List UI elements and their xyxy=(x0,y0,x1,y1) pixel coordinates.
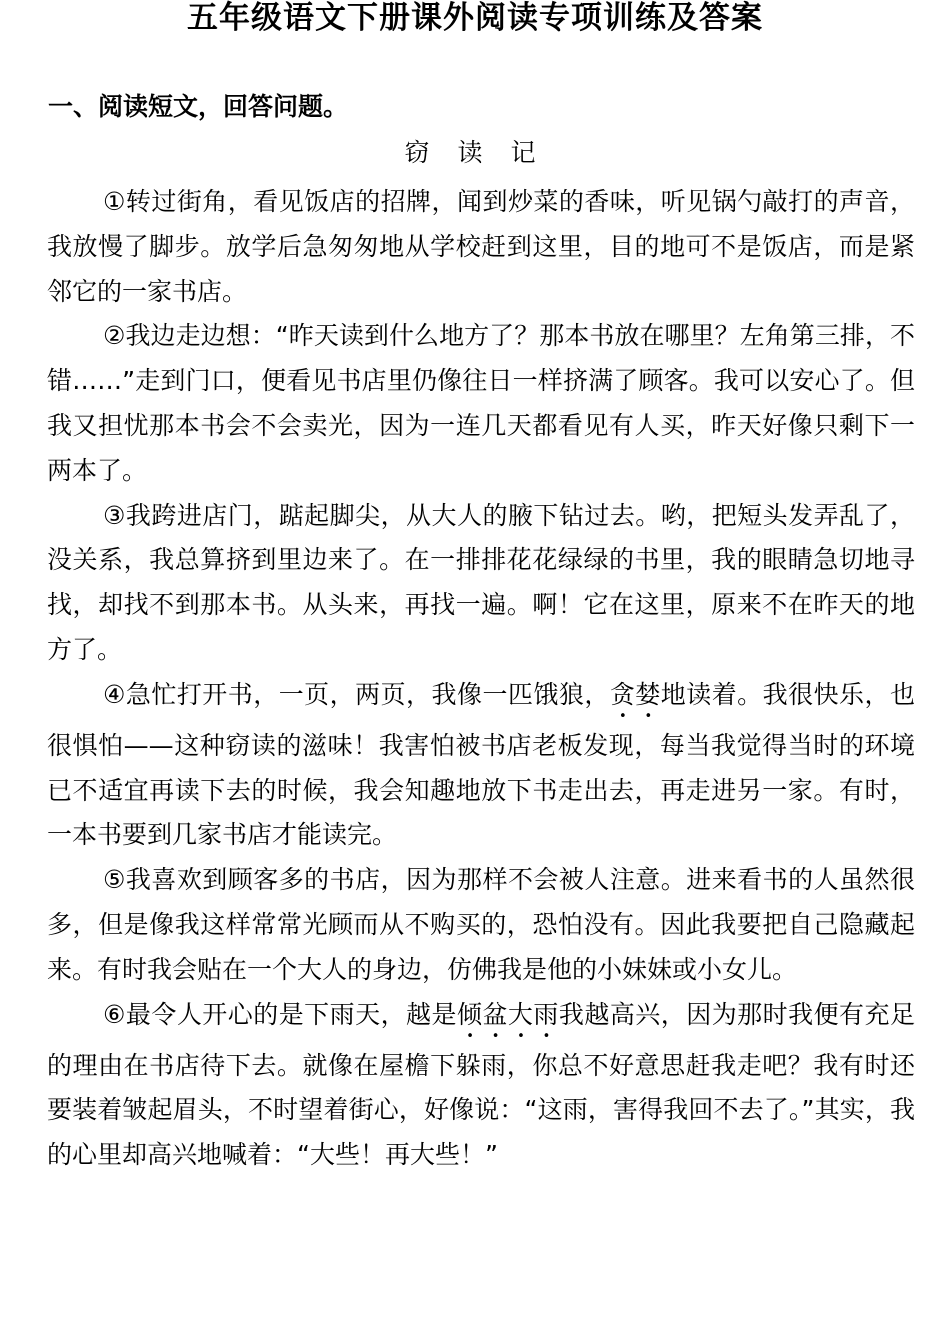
paragraph-1: ①转过街角，看见饭店的招牌，闻到炒菜的香味，听见锅勺敲打的声音，我放慢了脚步。放学后急匆匆地从学校赶到这里，目的地可不是饭店，而是紧邻它的一家书店。 xyxy=(47,187,915,306)
paragraph-3: ③我跨进店门，踮起脚尖，从大人的腋下钻过去。哟，把短头发弄乱了，没关系，我总算挤到里边来了。在一排排花花绿绿的书里，我的眼睛急切地寻找，却找不到那本书。从头来，再找一遍。啊！它在这里，原来不在昨天的地方了。 xyxy=(47,500,915,664)
emphasized-word-pouring-rain: 倾盆大雨 xyxy=(456,999,559,1029)
section-heading: 一、阅读短文，回答问题。 xyxy=(48,92,349,121)
paragraph-5: ⑤我喜欢到顾客多的书店，因为那样不会被人注意。进来看书的人虽然很多，但是像我这样常常光顾而从不购买的，恐怕没有。因此我要把自己隐藏起来。有时我会贴在一个大人的身边，仿佛我是他的小妹妹或小女儿。 xyxy=(47,865,915,984)
article-body xyxy=(47,180,915,1178)
paragraph-6-text-start: ⑥最令人开心的是下雨天，越是 xyxy=(103,999,457,1029)
document-title: 五年级语文下册课外阅读专项训练及答案 xyxy=(187,0,763,36)
article-title: 窃 读 记 xyxy=(404,138,546,167)
paragraph-4-text-end: 地读着。我很快乐，也很惧怕——这种窃读的滋味！我害怕被书店老板发现，每当我觉得当时的环境已不适宜再读下去的时候，我会知趣地放下书走出去，再走进另一家。有时，一本书要到几家书店才能读完。 xyxy=(47,679,915,850)
paragraph-4-text-start: ④急忙打开书，一页，两页，我像一匹饿狼， xyxy=(103,679,610,709)
paragraph-4 xyxy=(47,673,915,858)
emphasized-word-greedily: 贪婪 xyxy=(609,679,661,709)
paragraph-6 xyxy=(47,993,915,1178)
paragraph-2: ②我边走边想：“昨天读到什么地方了？那本书放在哪里？左角第三排，不错……”走到门口，便看见书店里仍像往日一样挤满了顾客。我可以安心了。但我又担忧那本书会不会卖光，因为一连几天都看见有人买，昨天好像只剩下一两本了。 xyxy=(47,321,915,485)
paragraph-6-text-end: 我越高兴，因为那时我便有充足的理由在书店待下去。就像在屋檐下躲雨，你总不好意思赶我走吧？我有时还要装着皱起眉头，不时望着街心，好像说：“这雨，害得我回不去了。”其实，我的心里却高兴地喊着：“大些！再大些！” xyxy=(47,999,915,1170)
